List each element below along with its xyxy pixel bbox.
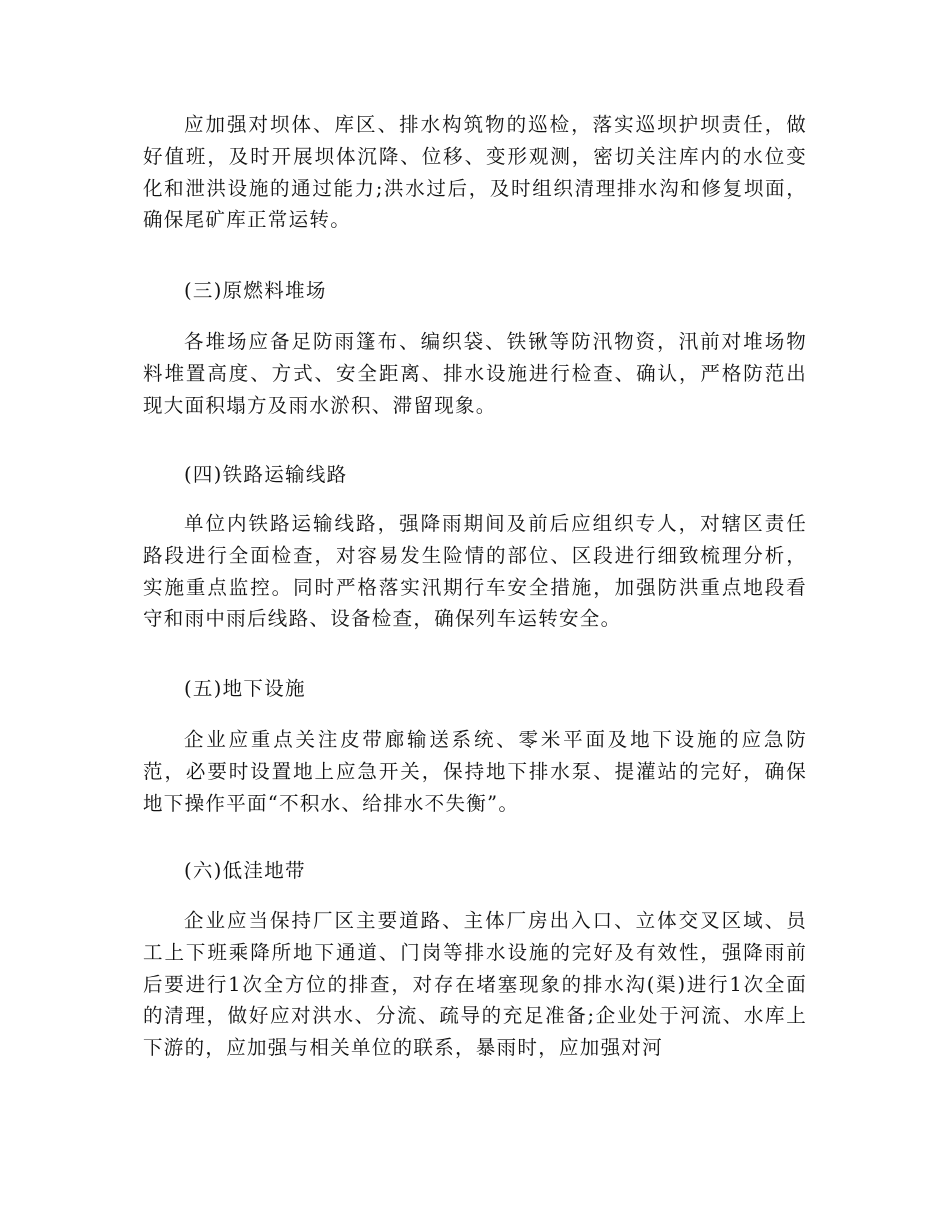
section-heading-text: (五)地下设施 bbox=[184, 677, 306, 700]
paragraph-raw-fuel-yard bbox=[143, 326, 807, 421]
section-heading-underground bbox=[143, 673, 807, 705]
section-heading-low-lying bbox=[143, 855, 807, 887]
section-heading-text: (四)铁路运输线路 bbox=[184, 463, 348, 486]
paragraph-text: 企业应当保持厂区主要道路、主体厂房出入口、立体交叉区域、员工上下班乘降所地下通道、门岗等排水设施的完好及有效性，强降雨前后要进行1次全方位的排查，对存在堵塞现象的排水沟(渠)进行1次全面的清理，做好应对洪水、分流、疏导的充足准备;企业处于河流、水库上下游的，应加强与相关单位的联系，暴雨时，应加强对河 bbox=[143, 909, 807, 1060]
section-heading-railway bbox=[143, 459, 807, 491]
section-heading-text: (六)低洼地带 bbox=[184, 859, 306, 882]
paragraph-text: 应加强对坝体、库区、排水构筑物的巡检，落实巡坝护坝责任，做好值班，及时开展坝体沉降、位移、变形观测，密切关注库内的水位变化和泄洪设施的通过能力;洪水过后，及时组织清理排水沟和修复坝面，确保尾矿库正常运转。 bbox=[143, 113, 807, 232]
paragraph-railway bbox=[143, 508, 807, 635]
paragraph-tailings-inspection bbox=[143, 109, 807, 236]
paragraph-text: 单位内铁路运输线路，强降雨期间及前后应组织专人，对辖区责任路段进行全面检查，对容易发生险情的部位、区段进行细致梳理分析，实施重点监控。同时严格落实汛期行车安全措施，加强防洪重点地段看守和雨中雨后线路、设备检查，确保列车运转安全。 bbox=[143, 512, 807, 631]
paragraph-text: 各堆场应备足防雨篷布、编织袋、铁锹等防汛物资，汛前对堆场物料堆置高度、方式、安全距离、排水设施进行检查、确认，严格防范出现大面积塌方及雨水淤积、滞留现象。 bbox=[143, 330, 807, 417]
paragraph-text: 企业应重点关注皮带廊输送系统、零米平面及地下设施的应急防范，必要时设置地上应急开关，保持地下排水泵、提灌站的完好，确保地下操作平面“不积水、给排水不失衡”。 bbox=[143, 728, 807, 815]
paragraph-underground bbox=[143, 724, 807, 819]
paragraph-low-lying bbox=[143, 905, 807, 1064]
section-heading-raw-fuel-yard bbox=[143, 275, 807, 307]
section-heading-text: (三)原燃料堆场 bbox=[184, 279, 327, 302]
